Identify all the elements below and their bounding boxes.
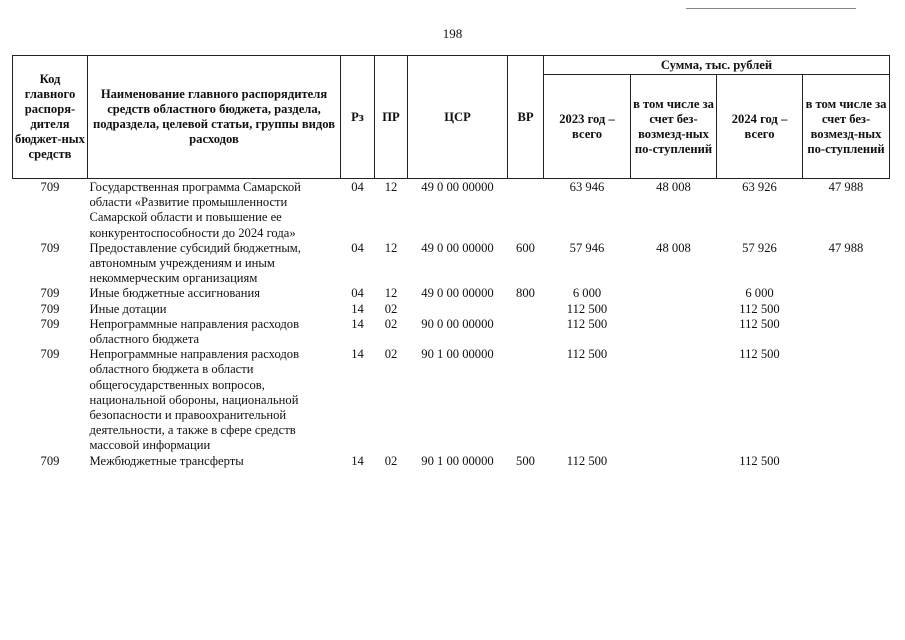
header-2024-free: в том числе за счет без-возмезд-ных по-ступлений <box>803 75 890 179</box>
cell-2023-free <box>631 347 717 453</box>
table-row <box>13 454 890 469</box>
cell-code: 709 <box>40 453 60 468</box>
cell-2023-free <box>631 317 717 347</box>
cell-2024-total: 112 500 <box>739 316 780 331</box>
cell-2024-total: 57 926 <box>742 240 777 255</box>
cell-code: 709 <box>40 347 60 362</box>
cell-2023-total: 112 500 <box>566 301 608 316</box>
table-row <box>13 317 890 347</box>
header-rz: Рз <box>341 56 375 179</box>
cell-vr <box>508 302 544 317</box>
header-2023-free: в том числе за счет без-возмезд-ных по-ступлений <box>631 75 717 179</box>
cell-csr: 49 0 00 00000 <box>421 286 494 301</box>
cell-pr: 02 <box>384 301 398 316</box>
cell-2023-total: 6 000 <box>572 286 602 301</box>
cell-2023-free: 48 008 <box>656 180 691 194</box>
cell-pr: 02 <box>384 347 398 362</box>
cell-vr <box>508 317 544 347</box>
header-vr: ВР <box>508 56 544 179</box>
top-rule <box>686 8 856 9</box>
header-2023-total: 2023 год – всего <box>544 75 631 179</box>
cell-rz: 14 <box>351 453 364 468</box>
cell-vr: 800 <box>516 286 535 301</box>
cell-2024-total: 112 500 <box>739 301 780 316</box>
table-row <box>13 286 890 301</box>
cell-code: 709 <box>40 316 60 331</box>
cell-csr: 49 0 00 00000 <box>421 240 494 255</box>
cell-2023-total: 112 500 <box>566 316 608 331</box>
cell-csr: 90 1 00 00000 <box>421 347 494 362</box>
table-row <box>13 302 890 317</box>
cell-code: 709 <box>40 180 60 194</box>
header-code: Код главного распоря-дителя бюджет-ных средств <box>13 56 88 179</box>
cell-csr: 49 0 00 00000 <box>421 180 494 194</box>
cell-rz: 04 <box>351 180 364 194</box>
table-header <box>13 56 890 179</box>
cell-code: 709 <box>40 240 60 255</box>
cell-2024-total: 112 500 <box>739 453 780 468</box>
cell-code: 709 <box>40 301 60 316</box>
cell-pr: 02 <box>384 316 398 331</box>
cell-rz: 14 <box>351 316 364 331</box>
cell-2023-total: 112 500 <box>566 453 608 468</box>
cell-pr: 12 <box>384 286 398 301</box>
cell-csr: 90 0 00 00000 <box>421 316 494 331</box>
cell-rz: 14 <box>351 301 364 316</box>
header-2024-total: 2024 год – всего <box>717 75 803 179</box>
cell-pr: 02 <box>384 453 398 468</box>
cell-name: Иные бюджетные ассигнования <box>89 286 261 301</box>
table-row <box>13 179 890 241</box>
cell-2024-free <box>803 302 890 317</box>
cell-vr <box>508 179 544 241</box>
cell-name: Предоставление субсидий бюджетным, автономным учреждениям и иным некоммерческим организациям <box>89 240 301 286</box>
cell-2023-free <box>631 286 717 301</box>
cell-rz: 14 <box>351 347 364 362</box>
cell-2023-free: 48 008 <box>656 240 691 255</box>
budget-table <box>12 55 890 469</box>
cell-2024-total: 6 000 <box>745 286 774 301</box>
table-row <box>13 347 890 453</box>
cell-pr: 12 <box>384 180 398 194</box>
cell-name: Непрограммные направления расходов областного бюджета в области общегосударственных вопросов, национальной обороны, национальной безопасности и правоохранительной деятельности, а также в сфере средств массовой информации <box>89 347 300 453</box>
header-csr: ЦСР <box>408 56 508 179</box>
cell-2023-total: 112 500 <box>566 347 608 362</box>
cell-pr: 12 <box>384 240 398 255</box>
cell-vr: 500 <box>516 453 535 468</box>
cell-2024-free <box>803 286 890 301</box>
cell-2023-total: 57 946 <box>569 240 605 255</box>
cell-rz: 04 <box>351 286 364 301</box>
cell-2024-free <box>803 454 890 469</box>
cell-2024-total: 63 926 <box>742 180 777 194</box>
cell-2024-free <box>803 347 890 453</box>
cell-name: Непрограммные направления расходов областного бюджета <box>89 316 300 347</box>
cell-code: 709 <box>40 286 60 301</box>
header-name: Наименование главного распорядителя средств областного бюджета, раздела, подраздела, целевой статьи, группы видов расходов <box>88 56 341 179</box>
cell-vr <box>508 347 544 453</box>
cell-csr: 90 1 00 00000 <box>421 453 494 468</box>
cell-name: Иные дотации <box>89 301 167 316</box>
cell-2024-free <box>803 317 890 347</box>
table-body <box>13 179 890 469</box>
cell-2024-total: 112 500 <box>739 347 780 362</box>
cell-rz: 04 <box>351 240 364 255</box>
cell-name: Межбюджетные трансферты <box>89 453 244 468</box>
cell-2024-free: 47 988 <box>828 180 864 194</box>
cell-vr: 600 <box>516 240 535 255</box>
cell-2023-total: 63 946 <box>569 180 605 194</box>
table-row <box>13 241 890 287</box>
cell-2024-free: 47 988 <box>828 240 864 255</box>
header-sum: Сумма, тыс. рублей <box>544 56 890 75</box>
cell-name: Государственная программа Самарской области «Развитие промышленности Самарской области и повышение ее конкурентоспособности до 2024 года» <box>89 180 301 240</box>
header-pr: ПР <box>375 56 408 179</box>
cell-2023-free <box>631 302 717 317</box>
cell-csr <box>408 302 508 317</box>
cell-2023-free <box>631 454 717 469</box>
page-number: 198 <box>442 26 463 41</box>
